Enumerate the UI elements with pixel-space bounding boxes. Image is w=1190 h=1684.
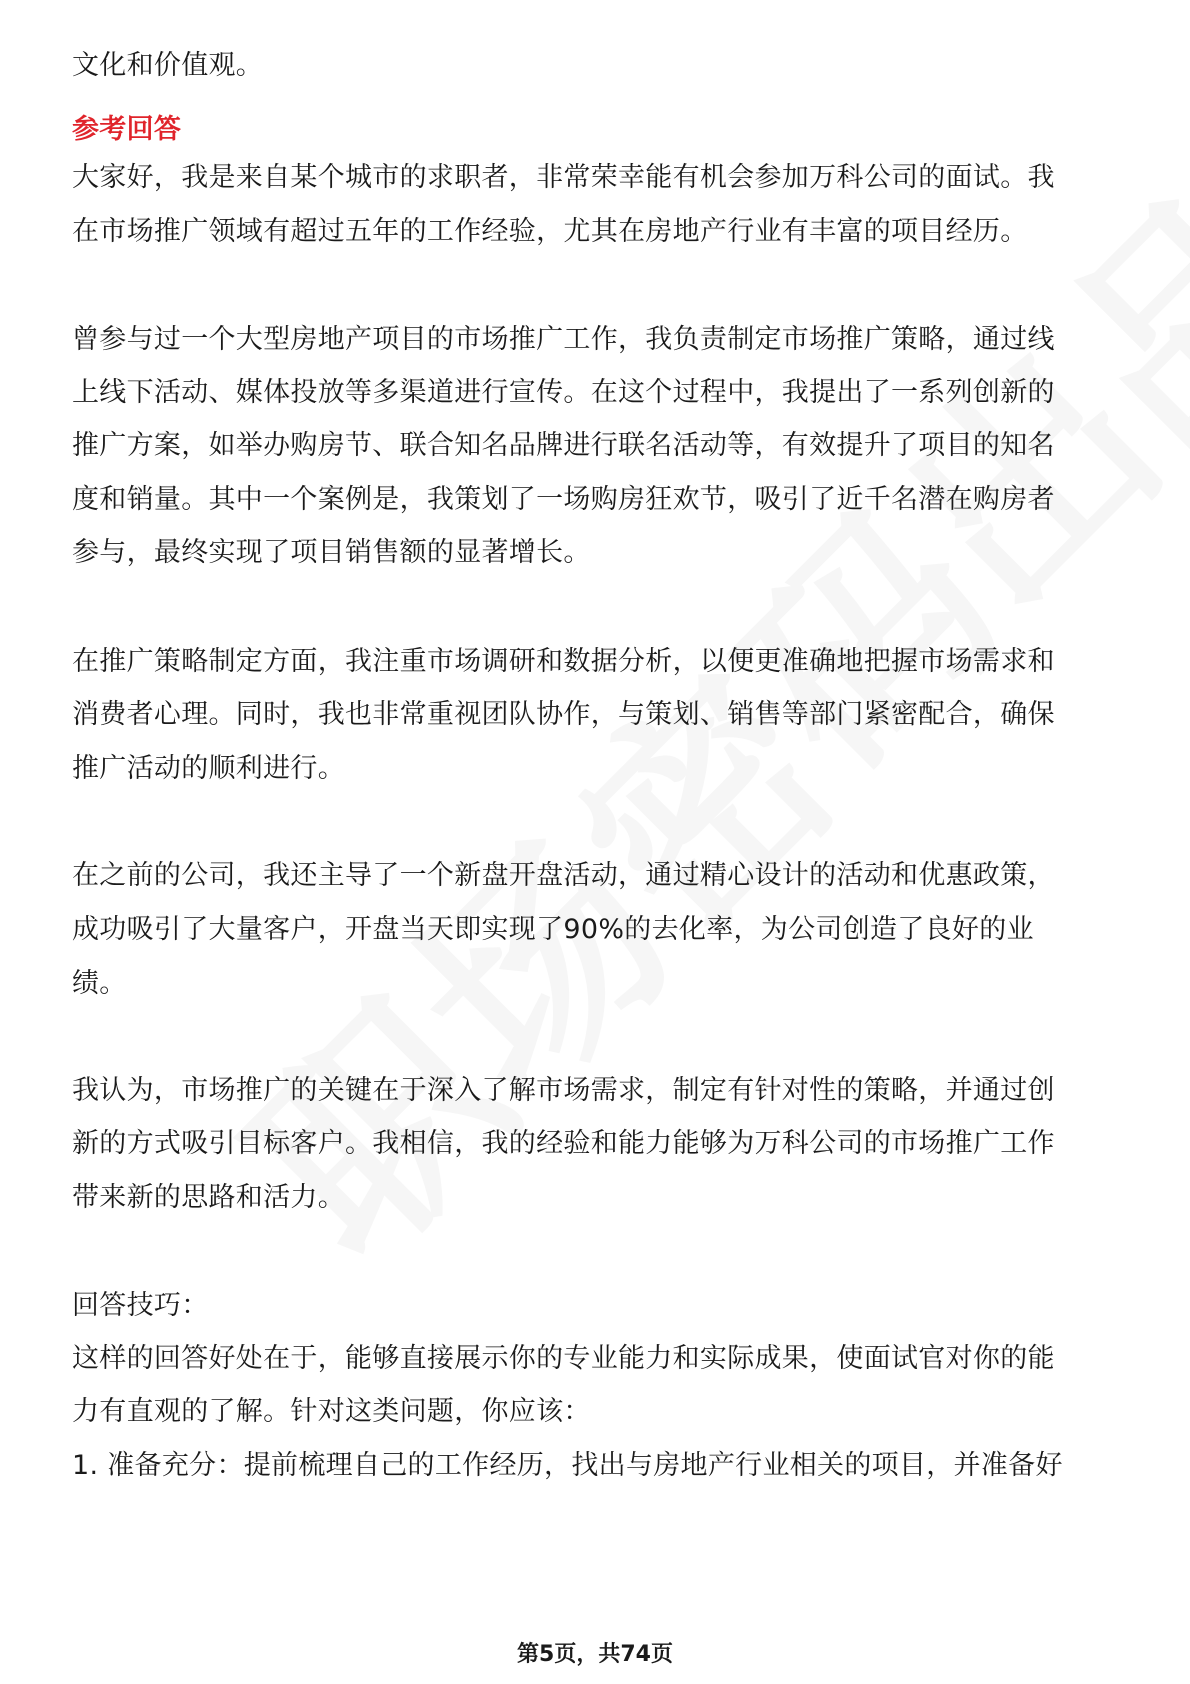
text-line: 我认为，市场推广的关键在于深入了解市场需求，制定有针对性的策略，并通过创 xyxy=(72,1075,1055,1106)
text-line: 成功吸引了大量客户，开盘当天即实现了90%的去化率，为公司创造了良好的业 xyxy=(72,914,1034,945)
text-line: 文化和价值观。 xyxy=(72,50,264,81)
page-number: 第5页，共74页 xyxy=(517,1642,673,1667)
text-line: 大家好，我是来自某个城市的求职者，非常荣幸能有机会参加万科公司的面试。我 xyxy=(72,162,1055,193)
text-line: 在市场推广领域有超过五年的工作经验，尤其在房地产行业有丰富的项目经历。 xyxy=(72,216,1028,247)
text-line: 消费者心理。同时，我也非常重视团队协作，与策划、销售等部门紧密配合，确保 xyxy=(72,699,1055,730)
text-line: 度和销量。其中一个案例是，我策划了一场购房狂欢节，吸引了近千名潜在购房者 xyxy=(72,484,1055,515)
section-heading: 参考回答 xyxy=(72,114,182,145)
text-line: 绩。 xyxy=(72,968,127,999)
text-line: 参与，最终实现了项目销售额的显著增长。 xyxy=(72,537,591,568)
document-page xyxy=(72,0,1118,1684)
text-line: 新的方式吸引目标客户。我相信，我的经验和能力能够为万科公司的市场推广工作 xyxy=(72,1128,1055,1159)
text-line: 上线下活动、媒体投放等多渠道进行宣传。在这个过程中，我提出了一系列创新的 xyxy=(72,377,1055,408)
text-line: 在推广策略制定方面，我注重市场调研和数据分析，以便更准确地把握市场需求和 xyxy=(72,646,1055,677)
text-line: 推广方案，如举办购房节、联合知名品牌进行联名活动等，有效提升了项目的知名 xyxy=(72,430,1055,461)
text-line: 这样的回答好处在于，能够直接展示你的专业能力和实际成果，使面试官对你的能 xyxy=(72,1343,1055,1374)
text-line: 曾参与过一个大型房地产项目的市场推广工作，我负责制定市场推广策略，通过线 xyxy=(72,324,1055,355)
subheading: 回答技巧： xyxy=(72,1290,209,1321)
text-line: 在之前的公司，我还主导了一个新盘开盘活动，通过精心设计的活动和优惠政策， xyxy=(72,860,1055,891)
text-line: 推广活动的顺利进行。 xyxy=(72,753,345,784)
text-line: 带来新的思路和活力。 xyxy=(72,1182,345,1213)
text-line: 力有直观的了解。针对这类问题，你应该： xyxy=(72,1396,591,1427)
list-item: 1. 准备充分：提前梳理自己的工作经历，找出与房地产行业相关的项目，并准备好 xyxy=(72,1450,1063,1481)
